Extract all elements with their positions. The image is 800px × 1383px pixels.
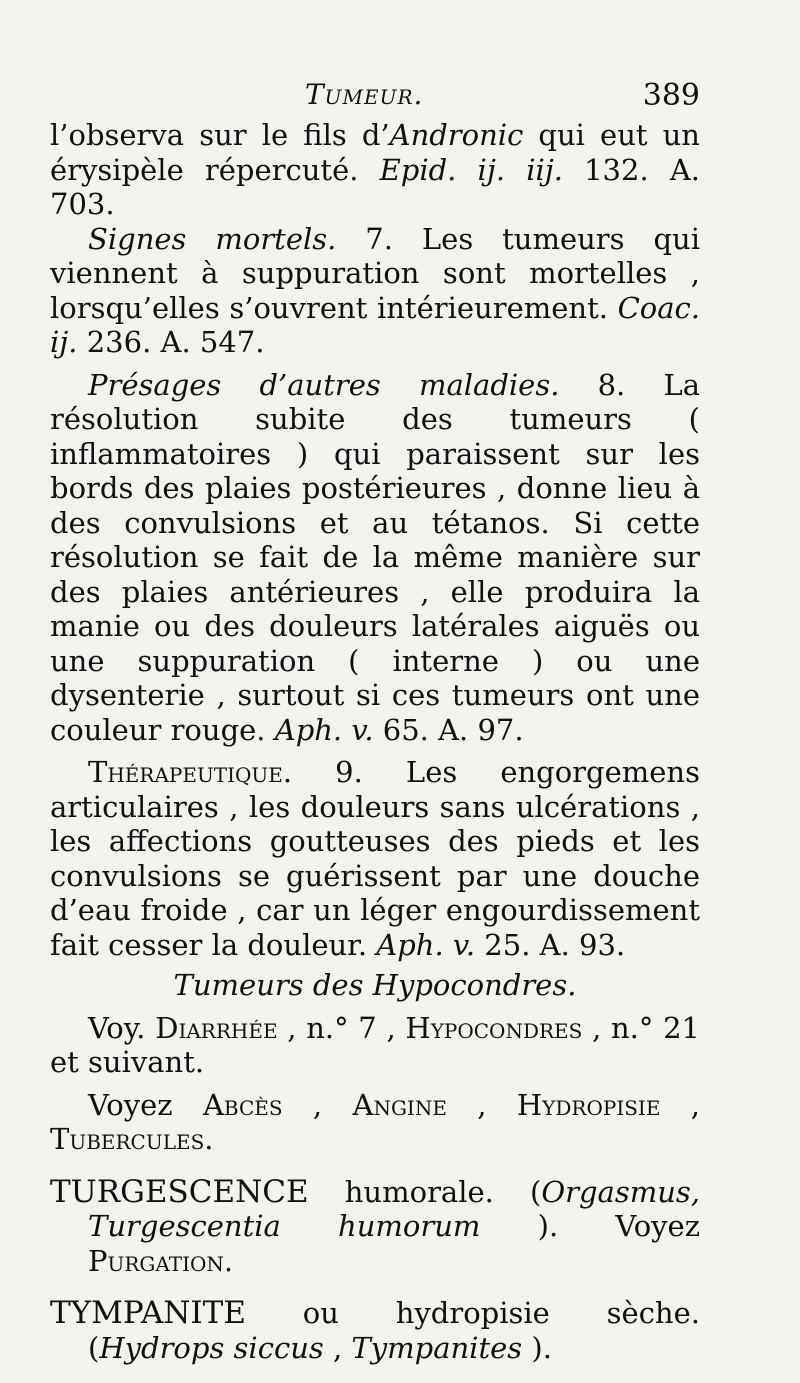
- separator: ,: [282, 1087, 353, 1122]
- xref-hydropisie: Hydropisie: [516, 1087, 661, 1122]
- entry-headword: TYMPANITE: [50, 1295, 246, 1331]
- xref-angine: Angine: [352, 1087, 447, 1122]
- section-heading: Signes mortels.: [88, 221, 337, 256]
- running-header: [50, 78, 700, 118]
- page-body: [50, 118, 700, 1365]
- page-number: 389: [642, 78, 700, 113]
- text: 132. A. 703.: [50, 152, 700, 221]
- cross-reference-diarrhee: [50, 1011, 700, 1080]
- reference: Aph. v.: [274, 712, 374, 747]
- entry-turgescence: [50, 1175, 700, 1279]
- section-heading: Présages d’autres maladies.: [88, 367, 560, 402]
- text: ). Voyez: [480, 1209, 700, 1243]
- paragraph-therapeutique: [50, 755, 700, 962]
- reference: Epid. ij. iij.: [379, 152, 563, 187]
- text: l’observa sur le fils d’: [50, 118, 390, 152]
- xref-diarrhee: Diarrhée: [155, 1010, 278, 1045]
- latin-synonym: Tympanites: [351, 1330, 523, 1365]
- xref-abces: Abcès: [202, 1087, 283, 1122]
- text: 9. Les engorgemens articulaires , les douleurs sans ulcérations , les affections goutteuses des pieds et les convulsions se guérissent par une douche d’eau froide , car un léger engourdissement fait cesser la douleur.: [50, 755, 700, 962]
- paragraph-signes-mortels: [50, 222, 700, 360]
- text: 7. Les tumeurs qui viennent à suppuration sont mortelles , lorsqu’elles s’ouvrent intérieurement.: [50, 221, 700, 325]
- text: 8. La résolution subite des tumeurs ( inflammatoires ) qui paraissent sur les bords des plaies postérieures , donne lieu à des convulsions et au tétanos. Si cette résolution se fait de la même manière sur des plaies antérieures , elle produira la manie ou des douleurs latérales aiguës ou une suppuration ( interne ) ou une dysenterie , surtout si ces tumeurs ont une couleur rouge.: [50, 367, 700, 747]
- section-heading: Thérapeutique.: [88, 755, 293, 789]
- text: , n.° 21 et suivant.: [50, 1010, 701, 1079]
- text: .: [223, 1243, 234, 1278]
- subheading-hypocondres: Tumeurs des Hypocondres.: [173, 968, 577, 1002]
- reference: Aph. v.: [376, 927, 476, 962]
- reference: Coac. ij.: [50, 290, 700, 359]
- text: , n.° 7 ,: [277, 1010, 406, 1045]
- text: ou hydropisie sèche. (: [88, 1296, 700, 1365]
- text: Voy.: [88, 1010, 156, 1045]
- xref-tubercules: Tubercules: [50, 1122, 205, 1156]
- paragraph-presages: [50, 368, 700, 748]
- text: Voyez: [88, 1087, 203, 1122]
- text: 65. A. 97.: [373, 712, 524, 747]
- text: 25. A. 93.: [475, 927, 626, 962]
- latin-synonym: Orgasmus, Turgescentia humorum: [88, 1174, 700, 1243]
- cross-reference-abces: [50, 1088, 700, 1157]
- separator: ,: [446, 1087, 517, 1122]
- latin-synonym: Hydrops siccus: [99, 1330, 324, 1365]
- separator: ,: [660, 1087, 701, 1122]
- text: humorale. (: [308, 1174, 542, 1209]
- text: qui eut un érysipèle répercuté.: [50, 118, 700, 187]
- entry-tympanite: [50, 1296, 700, 1365]
- xref-hypocondres: Hypocondres: [405, 1010, 583, 1045]
- separator: ,: [323, 1330, 352, 1365]
- running-title: Tumeur.: [305, 78, 424, 111]
- name-andronic: Andronic: [389, 118, 524, 152]
- entry-headword: TURGESCENCE: [50, 1173, 309, 1210]
- xref-purgation: Purgation: [88, 1243, 224, 1278]
- text: ).: [522, 1330, 552, 1365]
- paragraph-andronic: [50, 118, 700, 222]
- text: 236. A. 547.: [77, 325, 265, 359]
- text: .: [204, 1122, 214, 1156]
